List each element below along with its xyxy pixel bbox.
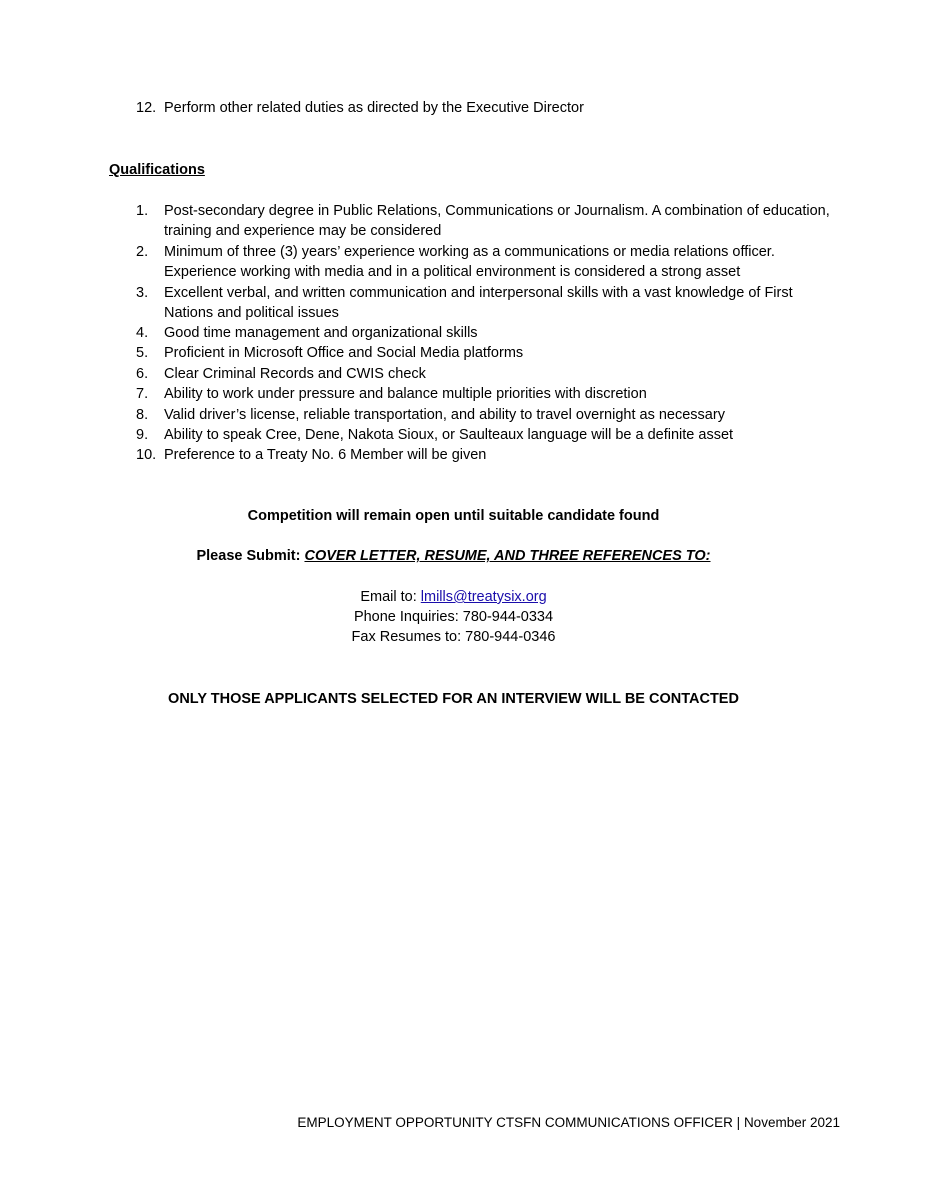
list-item-text: Ability to work under pressure and balance multiple priorities with discretion xyxy=(164,386,647,402)
list-item-number: 9. xyxy=(136,427,149,443)
submit-requirements: COVER LETTER, RESUME, AND THREE REFERENCES TO: xyxy=(304,548,711,564)
phone-inquiries: Phone Inquiries: 780-944-0334 xyxy=(353,609,554,625)
list-item-text: Ability to speak Cree, Dene, Nakota Sioux, or Saulteaux language will be a definite asset xyxy=(164,427,734,443)
footer-title: EMPLOYMENT OPPORTUNITY CTSFN COMMUNICATIONS OFFICER xyxy=(297,1115,733,1130)
list-item-text: Proficient in Microsoft Office and Social Media platforms xyxy=(164,345,524,361)
list-item-text: Clear Criminal Records and CWIS check xyxy=(164,366,426,382)
list-item-number: 8. xyxy=(136,407,149,423)
list-item-text: Minimum of three (3) years’ experience working as a communications or media relations officer. Experience working with media and in a political environment is considered a strong asset xyxy=(164,244,775,280)
list-item-text: Perform other related duties as directed by the Executive Director xyxy=(164,100,584,116)
list-item-text: Valid driver’s license, reliable transportation, and ability to travel overnight as necessary xyxy=(164,407,725,423)
fax-resumes: Fax Resumes to: 780-944-0346 xyxy=(351,629,556,645)
qualifications-heading: Qualifications xyxy=(109,162,205,178)
list-item-text: Preference to a Treaty No. 6 Member will be given xyxy=(164,447,487,463)
list-item-text: Excellent verbal, and written communication and interpersonal skills with a vast knowledge of First Nations and political issues xyxy=(164,285,793,321)
email-label: Email to: xyxy=(360,589,421,605)
list-item-number: 3. xyxy=(136,285,149,301)
email-link[interactable]: lmills@treatysix.org xyxy=(420,589,547,605)
footer-date: November 2021 xyxy=(743,1115,840,1130)
list-item-number: 5. xyxy=(136,345,149,361)
submit-prefix: Please Submit: xyxy=(196,548,305,564)
list-item-number: 10. xyxy=(136,447,157,463)
applicant-notice: ONLY THOSE APPLICANTS SELECTED FOR AN INTERVIEW WILL BE CONTACTED xyxy=(168,691,739,707)
footer-separator: | xyxy=(732,1115,744,1130)
list-item-number: 7. xyxy=(136,386,149,402)
email-line xyxy=(0,587,907,607)
list-item-number: 2. xyxy=(136,244,149,260)
list-item-number: 12. xyxy=(136,100,157,116)
list-item-number: 4. xyxy=(136,325,149,341)
list-item-number: 1. xyxy=(136,203,149,219)
page-footer xyxy=(297,1113,840,1133)
list-item-text: Good time management and organizational skills xyxy=(164,325,478,341)
list-item-number: 6. xyxy=(136,366,149,382)
submit-instructions xyxy=(0,546,907,566)
competition-notice: Competition will remain open until suitable candidate found xyxy=(247,508,660,524)
list-item-text: Post-secondary degree in Public Relations, Communications or Journalism. A combination of education, training and experience may be considered xyxy=(164,203,830,239)
